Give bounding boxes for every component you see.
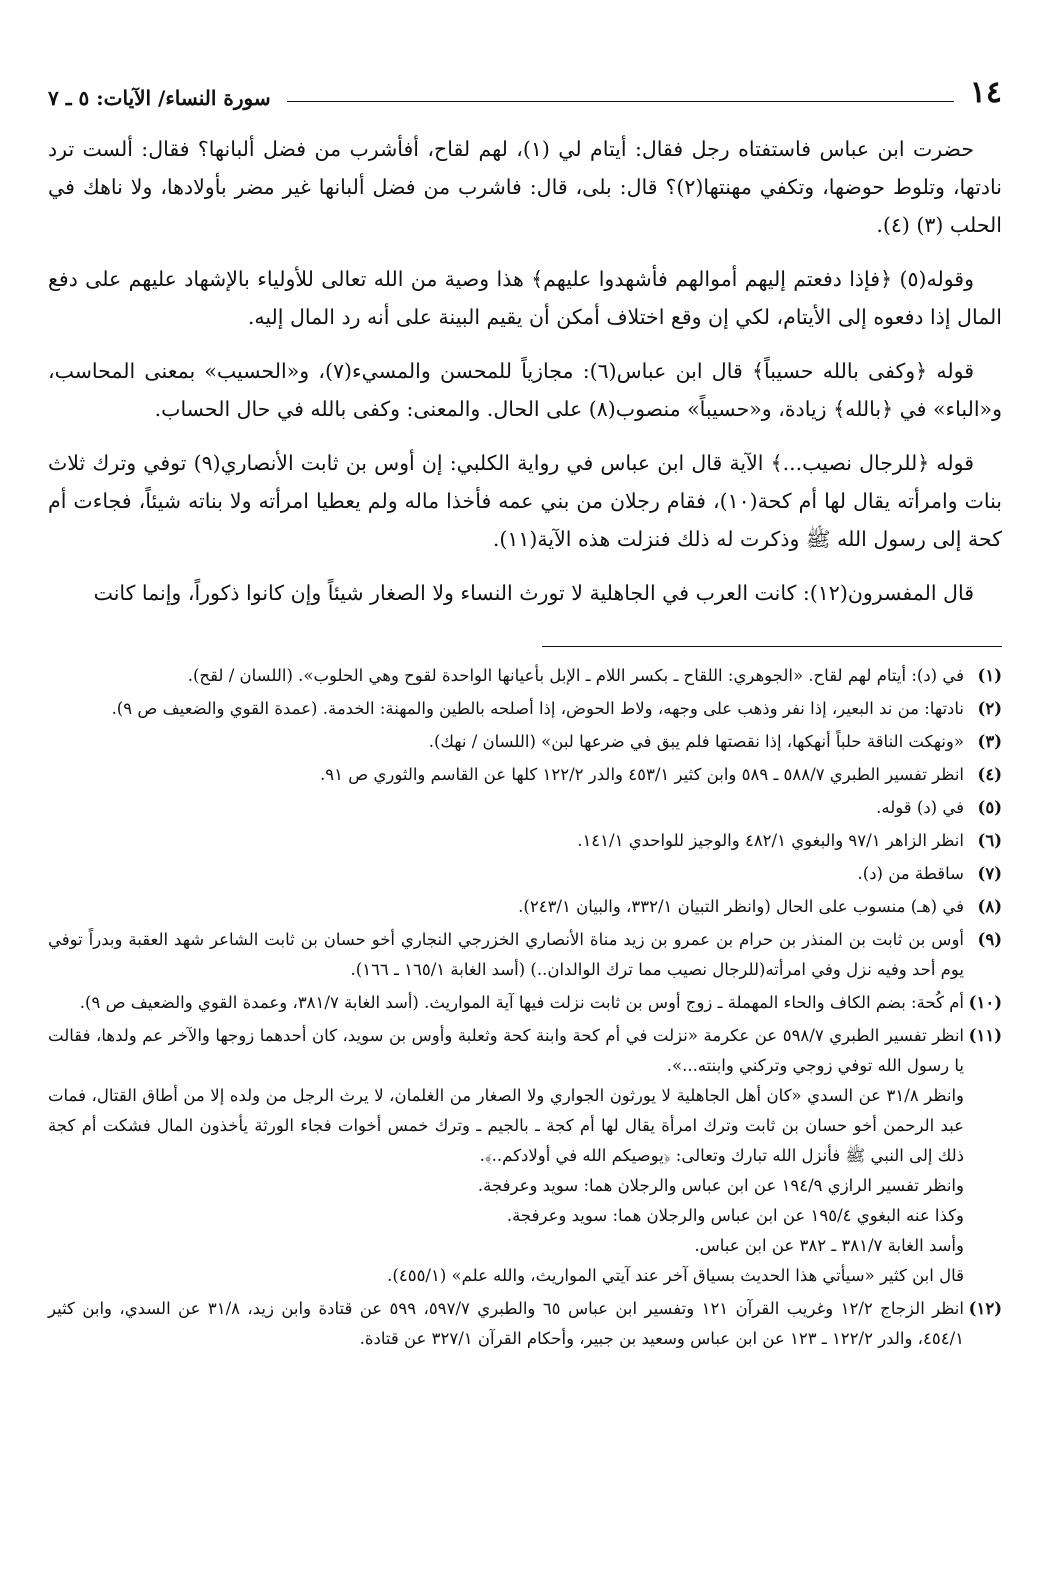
footnote-number: (٥) <box>977 798 1002 817</box>
footnote-text: وأسد الغابة ٣٨١/٧ ـ ٣٨٢ عن ابن عباس. <box>694 1236 964 1255</box>
footnote <box>48 694 1002 724</box>
footnote-number: (١٠) <box>968 993 1002 1012</box>
paragraph: قوله ﴿وكفى بالله حسيباً﴾ قال ابن عباس(٦): مجازياً للمحسن والمسيء(٧)، و«الحسيب» بمعنى المحاسب، و«الباء» في ﴿بالله﴾ زيادة، و«حسيباً» منصوب(٨) على الحال. والمعنى: وكفى بالله في حال الحساب. <box>48 359 1002 421</box>
footnote-number: (٤) <box>977 765 1002 784</box>
footnote-text: «ونهكت الناقة حلباً أنهكها، إذا نقصتها فلم يبق في ضرعها لبن» (اللسان / نهك). <box>428 732 964 751</box>
footnote-text: انظر الزجاج ١٢/٢ وغريب القرآن ١٢١ وتفسير ابن عباس ٦٥ والطبري ٥٩٧/٧، ٥٩٩ عن قتادة وابن زيد، ٣١/٨ عن السدي، وابن كثير ٤٥٤/١، والدر ١٢٢/٢ ـ ١٢٣ عن ابن عباس وسعيد بن جبير، وأحكام القرآن ٣٢٧/١ عن قتادة. <box>48 1299 964 1348</box>
footnote-text: في (هـ) منسوب على الحال (وانظر التبيان ٣٣٢/١، والبيان ٢٤٣/١). <box>518 897 964 916</box>
footnote-text: ساقطة من (د). <box>857 864 964 883</box>
footnotes <box>48 661 1002 1354</box>
footnote-number: (٣) <box>977 732 1002 751</box>
footnote-text: وانظر تفسير الرازي ١٩٤/٩ عن ابن عباس والرجلان هما: سويد وعرفجة. <box>477 1176 964 1195</box>
footnote <box>48 793 1002 823</box>
footnote <box>48 892 1002 922</box>
footnote-text: نادتها: من ند البعير، إذا نفر وذهب على وجهه، ولاط الحوض، إذا أصلحه بالطين والمهنة: الخدمة. (عمدة القوي والضعيف ص ٩). <box>111 699 964 718</box>
paragraph: وقوله(٥) ﴿فإذا دفعتم إليهم أموالهم فأشهدوا عليهم﴾ هذا وصية من الله تعالى للأولياء بالإشهاد عليهم على دفع المال إذا دفعوه إلى الأيتام، لكي إن وقع اختلاف أمكن أن يقيم البينة على أنه رد المال إليه. <box>48 267 1002 329</box>
page-number: ١٤ <box>969 75 1002 110</box>
header-rule <box>287 101 954 102</box>
footnote-number: (٨) <box>977 897 1002 916</box>
footnote-number: (٧) <box>977 864 1002 883</box>
paragraph: قوله ﴿للرجال نصيب...﴾ الآية قال ابن عباس في رواية الكلبي: إن أوس بن ثابت الأنصاري(٩) توفي وترك ثلاث بنات وامرأته يقال لها أم كحة(١٠)، فقام رجلان من بني عمه فأخذا ماله ولم يعطيا امرأته ولا بناته شيئاً، فجاءت أم كحة إلى رسول الله ﷺ وذكرت له ذلك فنزلت هذه الآية(١١). <box>48 451 1002 551</box>
footnote-text: انظر الزاهر ٩٧/١ والبغوي ٤٨٢/١ والوجيز للواحدي ١٤١/١. <box>577 831 964 850</box>
footnote <box>48 727 1002 757</box>
footnote-text: وانظر ٣١/٨ عن السدي «كان أهل الجاهلية لا يورثون الجواري ولا الصغار من الغلمان، لا يرث الرجل من ولده إلا من أطاق القتال، فمات عبد الرحمن أخو حسان بن ثابت وترك امرأة يقال لها أم كجة ـ بالجيم ـ وترك خمس أخوات فجاء الورثة يأخذون المال فشكت أم كجة ذلك إلى النبي ﷺ فأنزل الله تبارك وتعالى: ﴿يوصيكم الله في أولادكم..﴾. <box>48 1086 964 1165</box>
footnote-text: انظر تفسير الطبري ٥٩٨/٧ عن عكرمة «نزلت في أم كحة وابنة كحة وثعلبة وأوس بن سويد، كان أحدهما زوجها والآخر عم ولدها، فقالت يا رسول الله توفي زوجي وتركني وابنته...». <box>48 1026 965 1075</box>
footnote-number: (١٢) <box>968 1299 1002 1318</box>
footnote <box>48 1294 1002 1354</box>
running-title: سورة النساء/ الآيات: ٥ ـ ٧ <box>48 86 271 110</box>
footnote <box>48 826 1002 856</box>
footnote-text: في (د): أيتام لهم لقاح. «الجوهري: اللقاح ـ بكسر اللام ـ الإبل بأعيانها الواحدة لقوح وهي الحلوب». (اللسان / لقح). <box>187 666 964 685</box>
footnote <box>48 1021 1002 1291</box>
footnote-text: قال ابن كثير «سيأتي هذا الحديث بسياق آخر عند آيتي المواريث، والله علم» (٤٥٥/١). <box>387 1266 964 1285</box>
page-header <box>48 70 1002 108</box>
main-text <box>48 130 1002 612</box>
footnote-separator <box>542 646 1002 647</box>
footnote <box>48 859 1002 889</box>
footnote <box>48 760 1002 790</box>
footnote-number: (١) <box>977 666 1002 685</box>
footnote-text: انظر تفسير الطبري ٥٨٨/٧ ـ ٥٨٩ وابن كثير ٤٥٣/١ والدر ١٢٢/٢ كلها عن القاسم والثوري ص ٩١. <box>320 765 964 784</box>
footnote-text: وكذا عنه البغوي ١٩٥/٤ عن ابن عباس والرجلان هما: سويد وعرفجة. <box>506 1206 964 1225</box>
footnote <box>48 661 1002 691</box>
footnote-number: (٢) <box>977 699 1002 718</box>
paragraph: قال المفسرون(١٢): كانت العرب في الجاهلية لا تورث النساء ولا الصغار شيئاً وإن كانوا ذكوراً، وإنما كانت <box>93 581 974 605</box>
footnote <box>48 988 1002 1018</box>
footnote-text: في (د) قوله. <box>876 798 964 817</box>
footnote-text: أم كُحة: بضم الكاف والحاء المهملة ـ زوج أوس بن ثابت نزلت فيها آية المواريث. (أسد الغابة ٣٨١/٧، وعمدة القوي والضعيف ص ٩). <box>79 993 964 1012</box>
footnote-number: (٦) <box>977 831 1002 850</box>
footnote-text: أوس بن ثابت بن المنذر بن حرام بن عمرو بن زيد مناة الأنصاري الخزرجي النجاري أخو حسان بن ثابت الشاعر شهد العقبة وبدراً توفي يوم أحد وفيه نزل وفي امرأته(للرجال نصيب مما ترك الوالدان..) (أسد الغابة ١٦٥/١ ـ ١٦٦). <box>48 930 964 979</box>
footnote-number: (٩) <box>977 930 1002 949</box>
footnote-number: (١١) <box>968 1026 1002 1045</box>
footnote <box>48 925 1002 985</box>
paragraph: حضرت ابن عباس فاستفتاه رجل فقال: أيتام لي (١)، لهم لقاح، أفأشرب من فضل ألبانها؟ فقال: ألست ترد نادتها، وتلوط حوضها، وتكفي مهنتها(٢)؟ قال: بلى، قال: فاشرب من فضل ألبانها غير مضر بأولادها، ولا ناهك في الحلب (٣) (٤). <box>48 137 1002 237</box>
